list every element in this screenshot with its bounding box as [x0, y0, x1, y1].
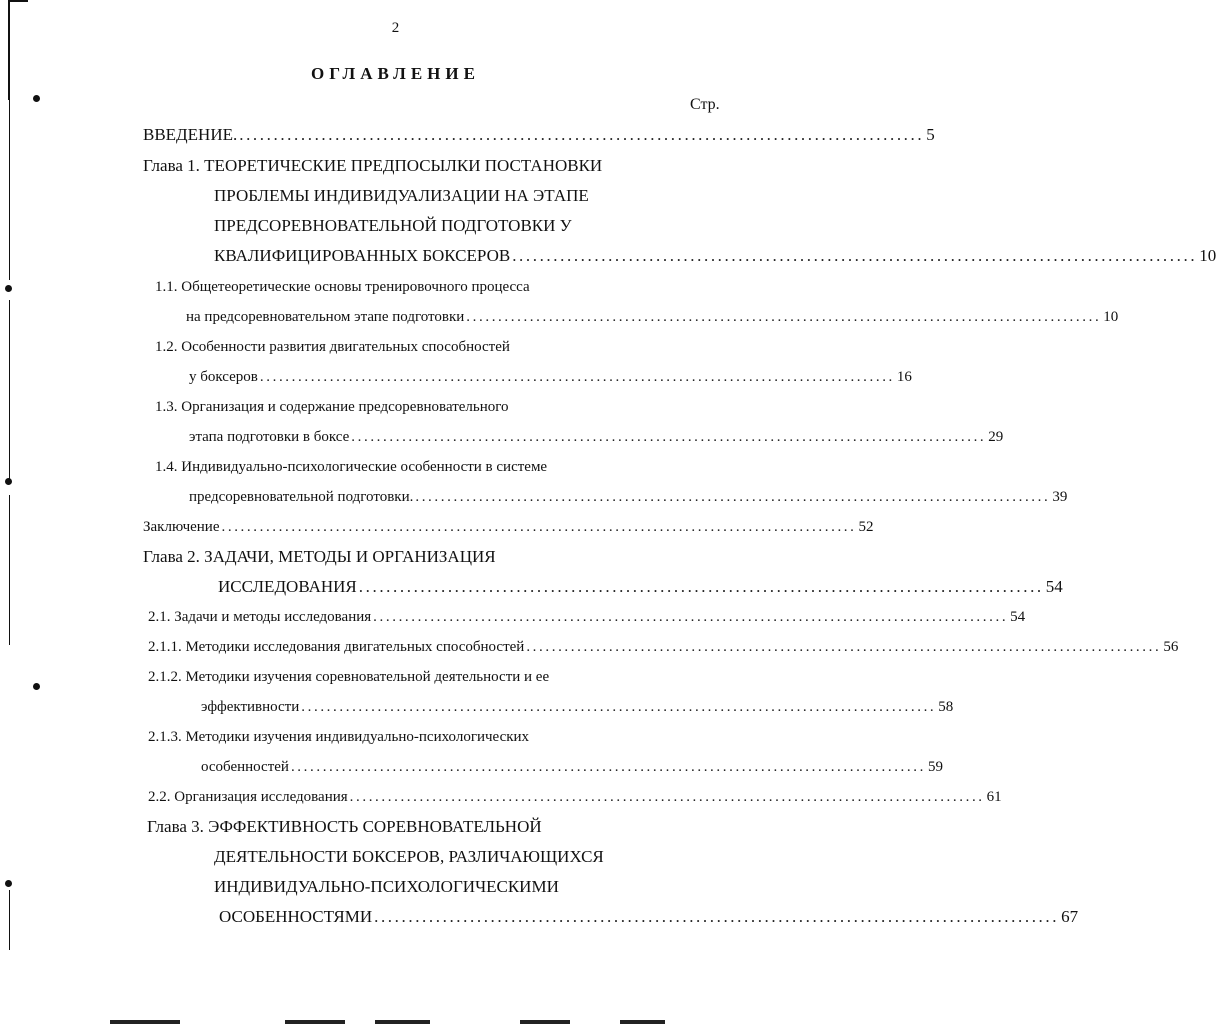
dot-leader: .................................................................................................... [374, 907, 1060, 926]
toc-entry-chapter-3-line: Глава 3. ЭФФЕКТИВНОСТЬ СОРЕВНОВАТЕЛЬНОЙ [147, 817, 542, 836]
dot-leader: .................................................................................................... [358, 577, 1044, 596]
dot-leader: .................................................................................................... [290, 759, 926, 775]
toc-entry-section-2-1-2: эффективности .................................................................................................... 58 [201, 694, 720, 720]
scan-edge-left-4 [9, 495, 10, 645]
toc-entry-section-1-4: предсоревновательной подготовки. .................................................................................................... 39 [189, 484, 720, 510]
scan-edge-left-3 [9, 300, 10, 480]
toc-entry-section-1-1: на предсоревновательном этапе подготовки .................................................................................................... 10 [186, 304, 720, 330]
dot-leader: .................................................................................................... [373, 609, 1009, 625]
toc-entry-chapter-2: ИССЛЕДОВАНИЯ .................................................................................................... 54 [218, 574, 720, 600]
punch-hole-mark [5, 880, 12, 887]
dot-leader: .................................................................................................... [239, 125, 925, 144]
toc-entry-chapter-3-line: ИНДИВИДУАЛЬНО-ПСИХОЛОГИЧЕСКИМИ [214, 877, 559, 896]
toc-entry-section-1-4-line: 1.4. Индивидуально-психологические особенности в системе [155, 459, 548, 475]
toc-entry-chapter-1-line: ПРОБЛЕМЫ ИНДИВИДУАЛИЗАЦИИ НА ЭТАПЕ [214, 186, 589, 205]
dot-leader: .................................................................................................... [351, 429, 987, 445]
toc-entry-section-1-3-line: 1.3. Организация и содержание предсоревновательного [155, 399, 509, 415]
dot-leader: .................................................................................................... [466, 309, 1102, 325]
punch-hole-mark [5, 478, 12, 485]
scan-bottom-strip [0, 1018, 791, 1024]
toc-entry-chapter-1-line: ПРЕДСОРЕВНОВАТЕЛЬНОЙ ПОДГОТОВКИ У [214, 216, 572, 235]
punch-hole-mark [33, 683, 40, 690]
toc-entry-section-2-1-2-line: 2.1.2. Методики изучения соревновательной деятельности и ее [148, 669, 550, 685]
dot-leader: .................................................................................................... [526, 639, 1162, 655]
page-title: ОГЛАВЛЕНИЕ [311, 64, 480, 83]
toc-entry-chapter-1: КВАЛИФИЦИРОВАННЫХ БОКСЕРОВ .................................................................................................... 10 [214, 243, 720, 269]
scan-edge-top [8, 0, 28, 2]
toc-entry-intro: ВВЕДЕНИЕ. .................................................................................................... 5 [143, 122, 720, 148]
dot-leader: .................................................................................................... [349, 789, 985, 805]
toc-entry-section-2-1-3-line: 2.1.3. Методики изучения индивидуально-психологических [148, 729, 530, 745]
toc-entry-section-2-2: 2.2. Организация исследования .................................................................................................... 61 [148, 784, 720, 810]
toc-entry-section-1-3: этапа подготовки в боксе .................................................................................................... 29 [189, 424, 720, 450]
toc-entry-section-1-1-line: 1.1. Общетеоретические основы тренировочного процесса [155, 279, 530, 295]
dot-leader: .................................................................................................... [221, 519, 857, 535]
toc-entry-section-1-2-line: 1.2. Особенности развития двигательных способностей [155, 339, 510, 355]
toc-entry-section-1-2: у боксеров .................................................................................................... 16 [189, 364, 720, 390]
toc-entry-chapter-3-line: ДЕЯТЕЛЬНОСТИ БОКСЕРОВ, РАЗЛИЧАЮЩИХСЯ [214, 847, 604, 866]
toc-entry-section-2-1-3: особенностей .................................................................................................... 59 [201, 754, 720, 780]
toc-entry-section-2-1: 2.1. Задачи и методы исследования .................................................................................................... 54 [148, 604, 720, 630]
page-column-label: Стр. [690, 96, 720, 113]
toc-entry-section-2-1-1: 2.1.1. Методики исследования двигательных способностей .................................................................................................... 56 [148, 634, 720, 660]
punch-hole-mark [33, 95, 40, 102]
dot-leader: .................................................................................................... [415, 489, 1051, 505]
dot-leader: .................................................................................................... [512, 246, 1198, 265]
dot-leader: .................................................................................................... [301, 699, 937, 715]
toc-entry-chapter-2-line: Глава 2. ЗАДАЧИ, МЕТОДЫ И ОРГАНИЗАЦИЯ [143, 547, 496, 566]
page-number: 2 [391, 20, 400, 36]
toc-entry-chapter-1-line: Глава 1. ТЕОРЕТИЧЕСКИЕ ПРЕДПОСЫЛКИ ПОСТАНОВКИ [143, 156, 603, 175]
scan-edge-left-2 [9, 100, 10, 280]
dot-leader: .................................................................................................... [259, 369, 895, 385]
toc-entry-conclusion: Заключение .................................................................................................... 52 [143, 514, 720, 540]
toc-entry-chapter-3: ОСОБЕННОСТЯМИ .................................................................................................... 67 [219, 904, 722, 930]
scan-edge-left [8, 0, 10, 100]
scan-edge-left-5 [9, 890, 10, 950]
punch-hole-mark [5, 285, 12, 292]
